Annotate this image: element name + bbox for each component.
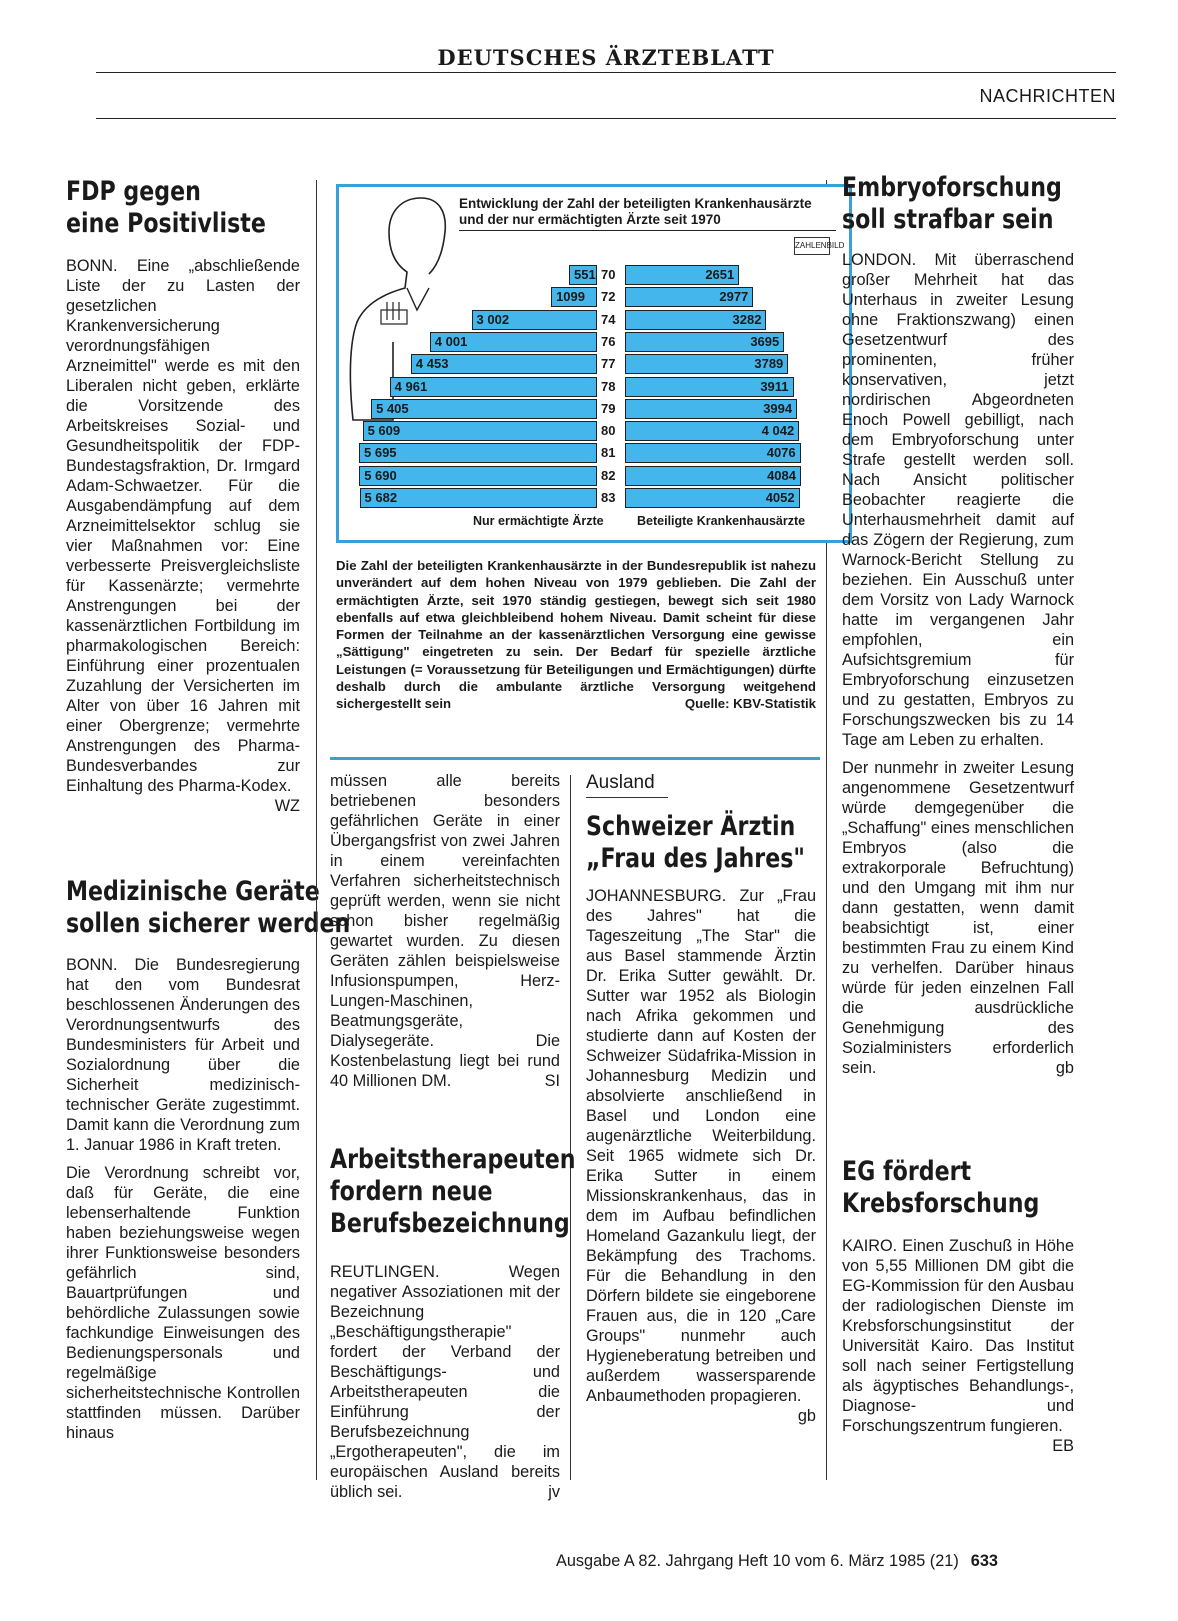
year-label-78: 78 bbox=[601, 378, 616, 394]
masthead-rule bbox=[96, 72, 1116, 73]
bar-beteiligte-83: 4052 bbox=[625, 488, 800, 508]
page-number: 633 bbox=[970, 1552, 998, 1570]
year-label-83: 83 bbox=[601, 490, 616, 505]
bar-ermaechtigte-82: 5 690 bbox=[359, 466, 597, 486]
ergo-heading: Arbeitstherapeuten fordern neue Berufsbezeichnung bbox=[330, 1144, 576, 1239]
embryo-body-2: Der nunmehr in zweiter Lesung angenommene Gesetzentwurf würde demgegenüber die „Schaffung" eines menschlichen Embryos (also die extrakorporale Befruchtung) und den Umgang mit ihm nur dann gestatten, wenn damit beabsichtigt ist, einer bestimmten Frau zu einem Kind zu verhelfen. Darüber hinaus würde für jeden einzelnen Fall die ausdrückliche Genehmigung des Sozialministers erforderlich sein. gb bbox=[842, 759, 1074, 1077]
geraete-continued: müssen alle bereits betriebenen besonders gefährlichen Geräte in einer Übergangsfrist von zwei Jahren in einem vereinfachten Verfahren sicherheitstechnisch geprüft werden, wenn sie nicht schon bisher regelmäßig gewartet wurden. Zu diesen Geräten zählen beispielsweise Infusionspumpen, Herz-Lungen-Maschinen, Beatmungsgeräte, Dialysegeräte. Die Kostenbelastung liegt bei rund 40 Millionen DM. SI bbox=[330, 772, 560, 1090]
year-label-81: 81 bbox=[601, 445, 616, 461]
fdp-body: BONN. Eine „abschließende Liste der zu Lasten der gesetzlichen Krankenversicherung verordnungsfähigen Arzneimittel" werde es mit den Liberalen nicht geben, erklärte die Vorsitzende des Arbeitskreises Sozial- und Gesundheitspolitik der FDP-Bundestagsfraktion, Dr. Irmgard Adam-Schwaetzer. Für die Ausgabendämpfung auf dem Arzneimittelsektor schlug sie vier Maßnahmen vor: Eine verbesserte Preisvergleichsliste für Kassenärzte; vermehrte Anstrengungen bei der kassenärztlichen Fortbildung im pharmakologischen Bereich: Einführung einer prozentualen Zuzahlung der Versicherten im Alter von über 16 Jahren mit einer Obergrenze; vermehrte Anstrengungen des Pharma-Bundesverbandes zur Einhaltung des Pharma-Kodex. WZ bbox=[66, 257, 300, 815]
bar-beteiligte-80: 4 042 bbox=[625, 421, 799, 441]
section-rule bbox=[96, 118, 1116, 119]
bar-beteiligte-81: 4076 bbox=[625, 443, 801, 463]
bar-beteiligte-79: 3994 bbox=[625, 399, 797, 419]
embryo-sign: gb bbox=[1055, 1059, 1074, 1077]
article-eg bbox=[842, 1156, 1082, 1220]
eg-body-block bbox=[842, 1236, 1074, 1456]
rubric-rule bbox=[586, 797, 668, 798]
bar-beteiligte-74: 3282 bbox=[625, 310, 766, 330]
chart-caption: Die Zahl der beteiligten Krankenhausärzte in der Bundesrepublik ist nahezu unverändert auf dem hohen Niveau von 1979 geblieben. Die Zahl der ermächtigten Ärzte, seit 1970 ständig gestiegen, bewegt sich seit 1980 ebenfalls auf etwa gleichbleibend hohem Niveau. Damit scheint für diese Formen der Teilnahme an der kassenärztlichen Versorgung eine gewisse „Sättigung" eingetreten zu sein. Der Bedarf für spezielle ärztliche Leistungen (= Voraussetzung für Beteiligungen und Ermächtigungen) dürfte deshalb durch die ambulante ärztliche Versorgung weitgehend sichergestellt sein Quelle: KBV-Statistik bbox=[336, 558, 816, 712]
schweiz-sign: gb bbox=[797, 1407, 816, 1425]
caption-source: Quelle: KBV-Statistik bbox=[684, 696, 816, 712]
embryo-body-1: LONDON. Mit überraschend großer Mehrheit hat das Unterhaus in zweiter Lesung ohne Fraktionszwang) einen Gesetzentwurf des prominenten, früher konservativen, jetzt nordirischen Abgeordneten Enoch Powell gebilligt, nach dem Embryoforschung unter Strafe gestellt werden soll. Nach Ansicht politischer Beobachter reagierte die Unterhausmehrheit damit auf das Zögern der Regierung, zum Warnock-Bericht Stellung zu beziehen. Ein Ausschuß unter dem Vorsitz von Lady Warnock hatte im vergangenen Jahr empfohlen, ein Aufsichtsgremium für Embryoforschung einzusetzen und zu gestatten, Embryos zu Forschungszwecken bis zu 14 Tage am Leben zu erhalten. bbox=[842, 251, 1074, 749]
column-rule-1 bbox=[316, 180, 317, 1480]
legend-left: Nur ermächtigte Ärzte bbox=[473, 514, 604, 528]
ergo-body-block bbox=[330, 1262, 560, 1502]
issue-info: Ausgabe A 82. Jahrgang Heft 10 vom 6. März 1985 (21) bbox=[556, 1552, 959, 1570]
bar-beteiligte-77: 3789 bbox=[625, 354, 788, 374]
journal-title: DEUTSCHES ÄRZTEBLATT bbox=[437, 45, 775, 70]
fdp-sign: WZ bbox=[274, 797, 300, 815]
schweiz-body-block bbox=[586, 886, 816, 1426]
schweiz-heading: Schweizer Ärztin „Frau des Jahres" bbox=[586, 811, 805, 874]
fdp-body-block bbox=[66, 256, 300, 816]
year-label-74: 74 bbox=[601, 311, 616, 327]
article-schweiz bbox=[586, 772, 816, 875]
bar-ermaechtigte-72: 1099 bbox=[551, 287, 597, 307]
geraete-body-block bbox=[66, 955, 300, 1443]
bar-beteiligte-78: 3911 bbox=[625, 377, 794, 397]
bar-beteiligte-72: 2977 bbox=[625, 287, 753, 307]
eg-heading: EG fördert Krebsforschung bbox=[842, 1156, 1040, 1219]
bar-beteiligte-82: 4084 bbox=[625, 466, 801, 486]
schweiz-body: JOHANNESBURG. Zur „Frau des Jahres" hat die Tageszeitung „The Star" die aus Basel stammende Ärztin Dr. Erika Sutter gewählt. Dr. Sutter war 1952 als Biologin nach Afrika gekommen und studierte dann auf Kosten der Schweizer Südafrika-Mission in Johannesburg Medizin und absolvierte anschließend in Basel und London eine augenärztliche Weiterbildung. Seit 1965 widmete sich Dr. Erika Sutter in einem Missionskrankenhaus, das in dem im Aufbau befindlichen Homeland Gazankulu liegt, der Bekämpfung des Trachoms. Für die Behandlung in den Dörfern bildete sie eingeborene Frauen aus, die in 120 „Care Groups" nunmehr auch Hygieneberatung betreiben und außerdem wassersparende Anbaumethoden propagieren. gb bbox=[586, 887, 816, 1425]
year-label-82: 82 bbox=[601, 467, 616, 483]
eg-sign: EB bbox=[1052, 1437, 1074, 1455]
year-label-76: 76 bbox=[601, 333, 616, 349]
masthead bbox=[96, 45, 1116, 73]
rubric-ausland: Ausland bbox=[586, 772, 655, 793]
chart bbox=[336, 184, 852, 543]
article-fdp bbox=[66, 176, 300, 240]
ergo-sign: jv bbox=[548, 1483, 560, 1501]
column-rule-2 bbox=[570, 775, 571, 1480]
embryo-body-block bbox=[842, 250, 1074, 1078]
bar-beteiligte-70: 2651 bbox=[625, 265, 739, 285]
chart-title-rule bbox=[459, 230, 836, 231]
caption-rule bbox=[330, 757, 820, 760]
section-label: NACHRICHTEN bbox=[979, 86, 1116, 106]
bar-ermaechtigte-79: 5 405 bbox=[371, 399, 597, 419]
fdp-heading: FDP gegen eine Positivliste bbox=[66, 176, 266, 239]
article-geraete bbox=[66, 876, 351, 940]
geraete-sign: SI bbox=[544, 1072, 560, 1090]
article-embryo bbox=[842, 172, 1082, 236]
year-label-77: 77 bbox=[601, 356, 616, 372]
bar-ermaechtigte-83: 5 682 bbox=[360, 488, 597, 508]
bar-ermaechtigte-76: 4 001 bbox=[430, 332, 597, 352]
bar-ermaechtigte-70: 551 bbox=[569, 265, 597, 285]
bar-ermaechtigte-74: 3 002 bbox=[472, 310, 597, 330]
legend-right: Beteiligte Krankenhausärzte bbox=[637, 514, 806, 528]
year-label-70: 70 bbox=[601, 267, 616, 282]
page-footer bbox=[556, 1552, 998, 1571]
article-ergo bbox=[330, 1144, 576, 1240]
geraete-heading: Medizinische Geräte sollen sicherer werden bbox=[66, 876, 351, 939]
bar-ermaechtigte-78: 4 961 bbox=[390, 377, 597, 397]
bar-ermaechtigte-81: 5 695 bbox=[359, 443, 597, 463]
ergo-body: REUTLINGEN. Wegen negativer Assoziationen mit der Bezeichnung „Beschäftigungstherapie" fordert der Verband der Beschäftigungs- und Arbeitstherapeuten die Einführung der Berufsbezeichnung „Ergotherapeuten", die im europäischen Ausland bereits üblich sei. jv bbox=[330, 1263, 560, 1501]
geraete-body-2: Die Verordnung schreibt vor, daß für Geräte, die eine lebenserhaltende Funktion haben beziehungsweise wegen ihrer Funktionsweise besonders gefährlich sind, Bauartprüfungen und behördliche Zulassungen sowie fachkundige Einweisungen des Bedienungspersonals und regelmäßige sicherheitstechnische Kontrollen stattfinden müssen. Darüber hinaus bbox=[66, 1164, 300, 1442]
year-label-79: 79 bbox=[601, 400, 616, 416]
geraete-body-1: BONN. Die Bundesregierung hat den vom Bundesrat beschlossenen Änderungen des Verordnungsentwurfs des Bundesministers für Arbeit und Sozialordnung über die Sicherheit medizinisch-technischer Geräte zugestimmt. Damit kann die Verordnung zum 1. Januar 1986 in Kraft treten. bbox=[66, 956, 300, 1154]
publisher-logo: ZAHLENBILD bbox=[794, 237, 830, 255]
bar-ermaechtigte-80: 5 609 bbox=[363, 421, 597, 441]
eg-body: KAIRO. Einen Zuschuß in Höhe von 5,55 Millionen DM gibt die EG-Kommission für den Ausbau der radiologischen Dienste im Krebsforschungsinstitut der Universität Kairo. Das Institut soll nach seiner Fertigstellung als ägyptisches Behandlungs-, Diagnose- und Forschungszentrum fungieren. EB bbox=[842, 1237, 1074, 1455]
bar-beteiligte-76: 3695 bbox=[625, 332, 784, 352]
bar-ermaechtigte-77: 4 453 bbox=[411, 354, 597, 374]
year-label-72: 72 bbox=[601, 289, 616, 305]
year-label-80: 80 bbox=[601, 423, 616, 439]
chart-title: Entwicklung der Zahl der beteiligten Krankenhausärzte und der nur ermächtigten Ärzte seit 1970 bbox=[459, 196, 812, 227]
embryo-heading: Embryoforschung soll strafbar sein bbox=[842, 172, 1062, 235]
